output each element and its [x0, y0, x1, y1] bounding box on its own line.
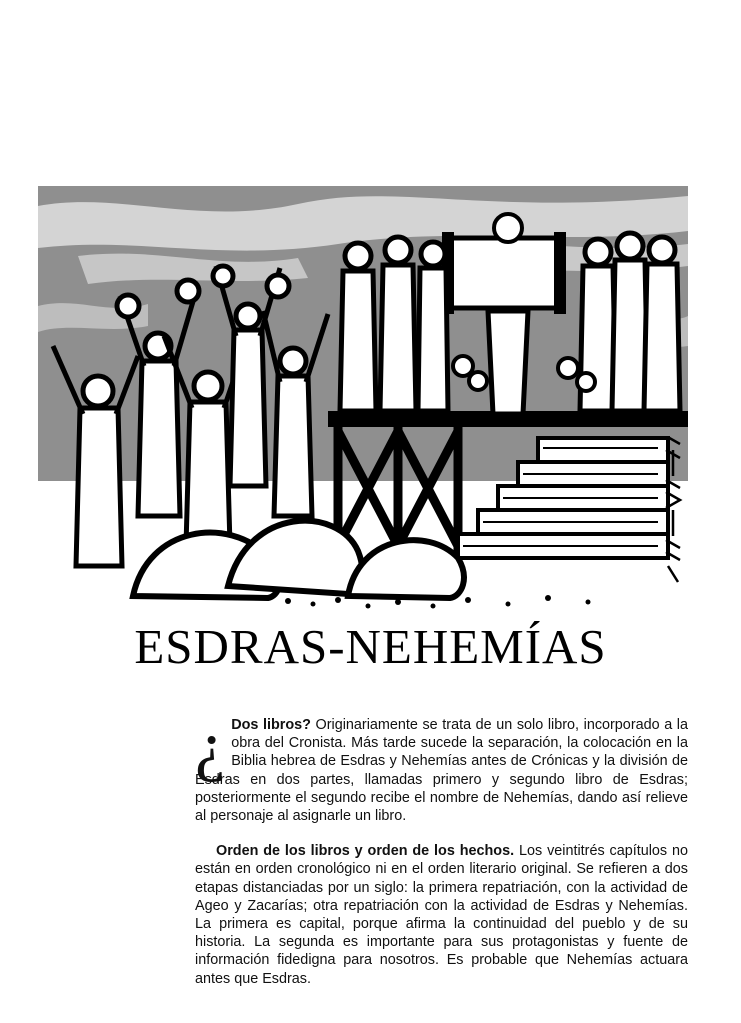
artist-signature — [662, 436, 684, 586]
article-body — [195, 707, 689, 988]
paragraph-dos-libros — [195, 707, 688, 825]
paragraph-text: Los veintitrés capítulos no están en orden cronológico ni en el orden literario original. Se refieren a dos etapas distanciadas por un siglo: la primera repatriación, con la actividad de Ageo y Zacarías; otra repatriación con la actividad de Esdras y Nehemías. La primera es capital, porque afirma la continuidad del pueblo y de su historia. La segunda es importante para sus protagonistas y fuente de información fidedigna para nosotros. Es probable que Nehemías actuara antes que Esdras. — [195, 843, 689, 987]
drop-cap: ¿ — [195, 707, 226, 783]
paragraph-lead: Orden de los libros y orden de los hechos. — [216, 843, 515, 860]
signature-graphic — [662, 436, 684, 586]
crowd-reading-scroll-illustration — [38, 186, 688, 616]
page-title: ESDRAS-NEHEMÍAS — [134, 619, 607, 674]
paragraph-lead: Dos libros? — [231, 717, 311, 733]
cover-illustration — [38, 186, 688, 616]
paragraph-text: Originariamente se trata de un solo libro, incorporado a la obra del Cronista. Más tarde sucede la separación, la colocación en la Biblia hebrea de Esdras y Nehemías antes de Crónicas y la división de Esdras en dos partes, llamadas primero y segundo libro de Esdras; posteriormente el segundo recibe el nombre de Nehemías, dando así relieve al personaje al asignarle un libro. — [195, 717, 688, 825]
paragraph-orden — [195, 842, 688, 988]
